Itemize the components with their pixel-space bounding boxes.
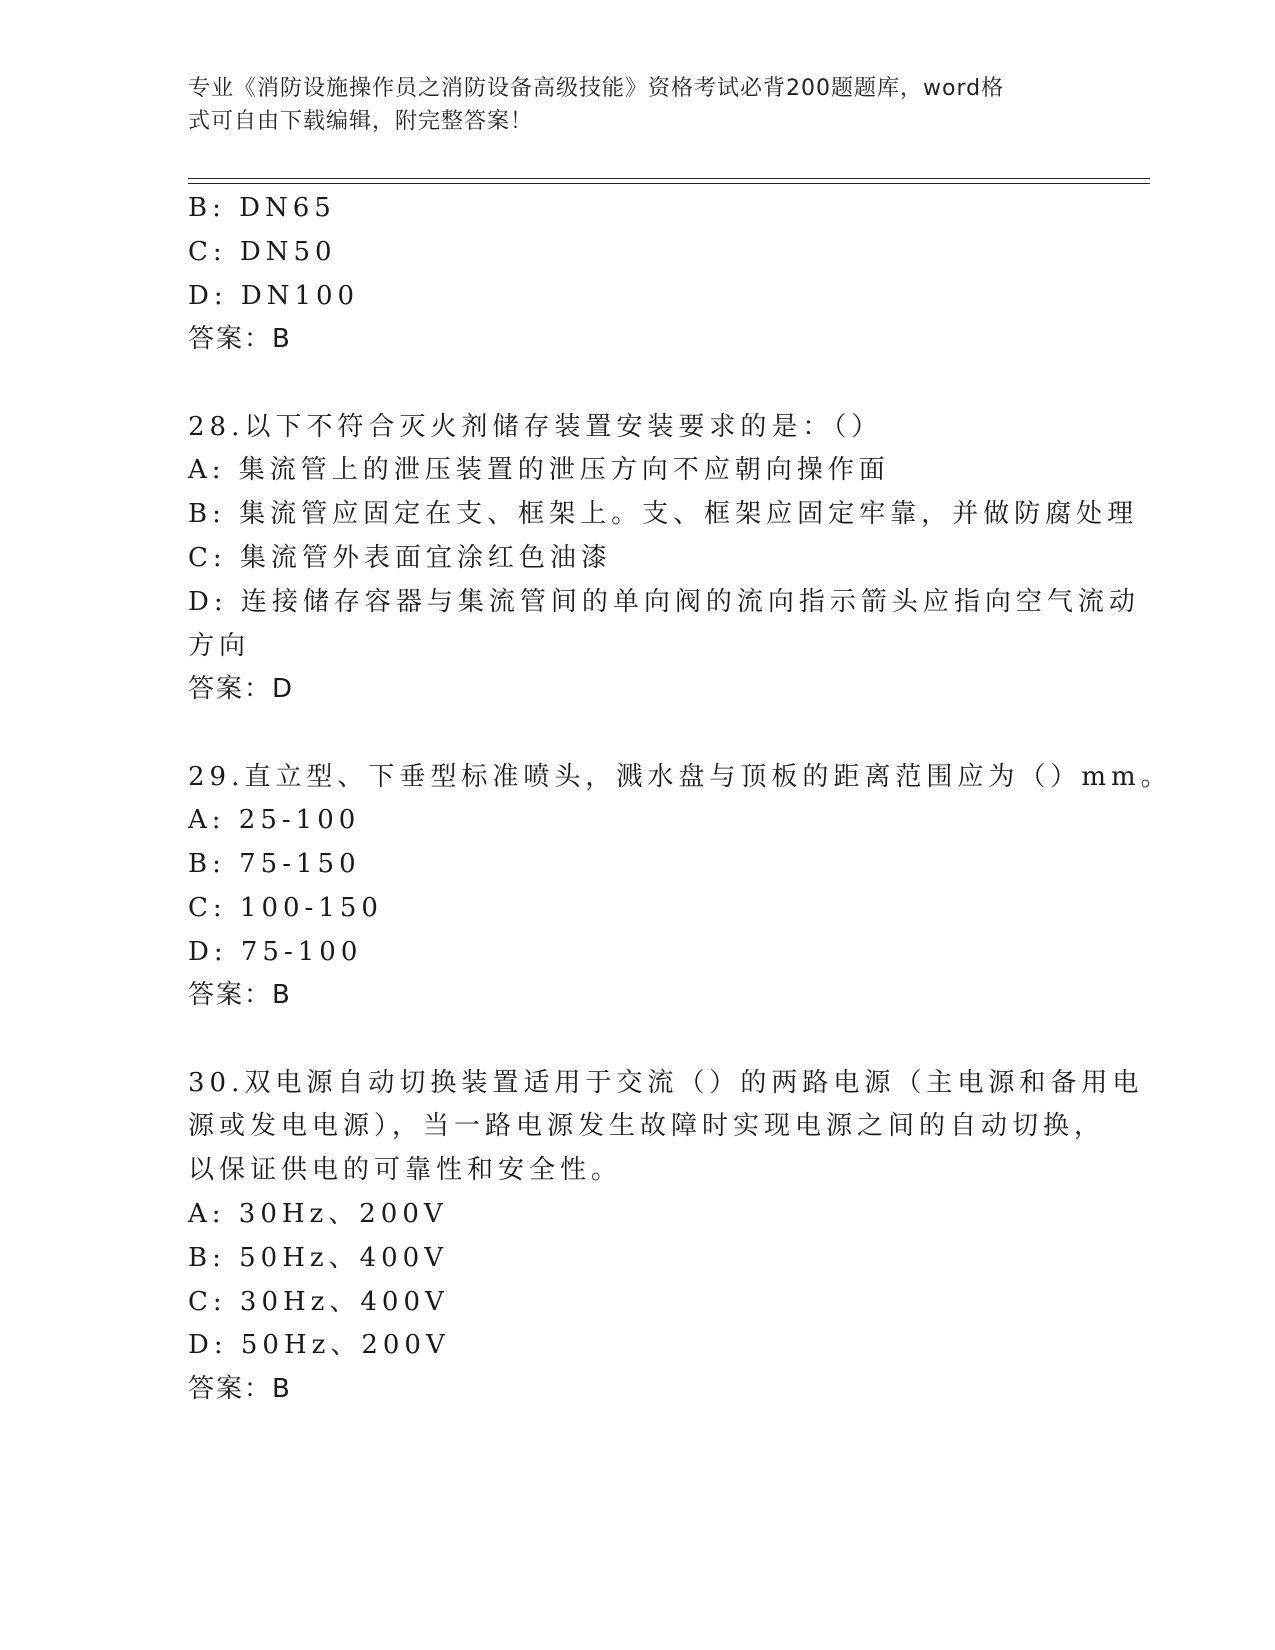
q30-option-a: A: 30Hz、200V	[188, 1199, 448, 1229]
q29-option-b: B: 75-150	[188, 849, 361, 879]
header-line-2: 式可自由下载编辑，附完整答案！	[188, 109, 534, 134]
q30-question-line-3: 以保证供电的可靠性和安全性。	[188, 1155, 623, 1185]
q29-question: 29.直立型、下垂型标准喷头，溅水盘与顶板的距离范围应为（）mm。	[188, 762, 1172, 792]
q28-answer: 答案：D	[188, 674, 295, 704]
document-header	[188, 72, 1068, 138]
q29-option-c: C: 100-150	[188, 893, 383, 923]
q30-question-line-2: 源或发电电源），当一路电源发生故障时实现电源之间的自动切换，	[188, 1111, 1106, 1141]
q30-option-b: B: 50Hz、400V	[188, 1243, 448, 1273]
q28-option-b: B: 集流管应固定在支、框架上。支、框架应固定牢靠，并做防腐处理	[188, 499, 1139, 529]
q29-option-d: D: 75-100	[188, 937, 363, 967]
q28-question: 28.以下不符合灭火剂储存装置安装要求的是：（）	[188, 412, 883, 442]
q30-option-c: C: 30Hz、400V	[188, 1287, 449, 1317]
q28-option-a: A: 集流管上的泄压装置的泄压方向不应朝向操作面	[188, 455, 890, 485]
q27-answer: 答案：B	[188, 324, 292, 354]
q28-option-c: C: 集流管外表面宜涂红色油漆	[188, 543, 612, 573]
q29-option-a: A: 25-100	[188, 805, 361, 835]
q28-option-d-line-1: D: 连接储存容器与集流管间的单向阀的流向指示箭头应指向空气流动	[188, 587, 1140, 617]
q30-option-d: D: 50Hz、200V	[188, 1330, 450, 1360]
q27-option-b: B: DN65	[188, 193, 336, 223]
q28-option-d-line-2: 方向	[188, 631, 251, 661]
q29-answer: 答案：B	[188, 980, 292, 1010]
q30-answer: 答案：B	[188, 1374, 292, 1404]
q30-question-line-1: 30.双电源自动切换装置适用于交流（）的两路电源（主电源和备用电	[188, 1068, 1144, 1098]
q27-option-d: D: DN100	[188, 281, 360, 311]
header-line-1: 专业《消防设施操作员之消防设备高级技能》资格考试必背200题题库，word格	[188, 76, 1005, 101]
q27-option-c: C: DN50	[188, 237, 337, 267]
header-divider-bottom	[188, 183, 1150, 184]
header-divider-top	[188, 178, 1150, 179]
